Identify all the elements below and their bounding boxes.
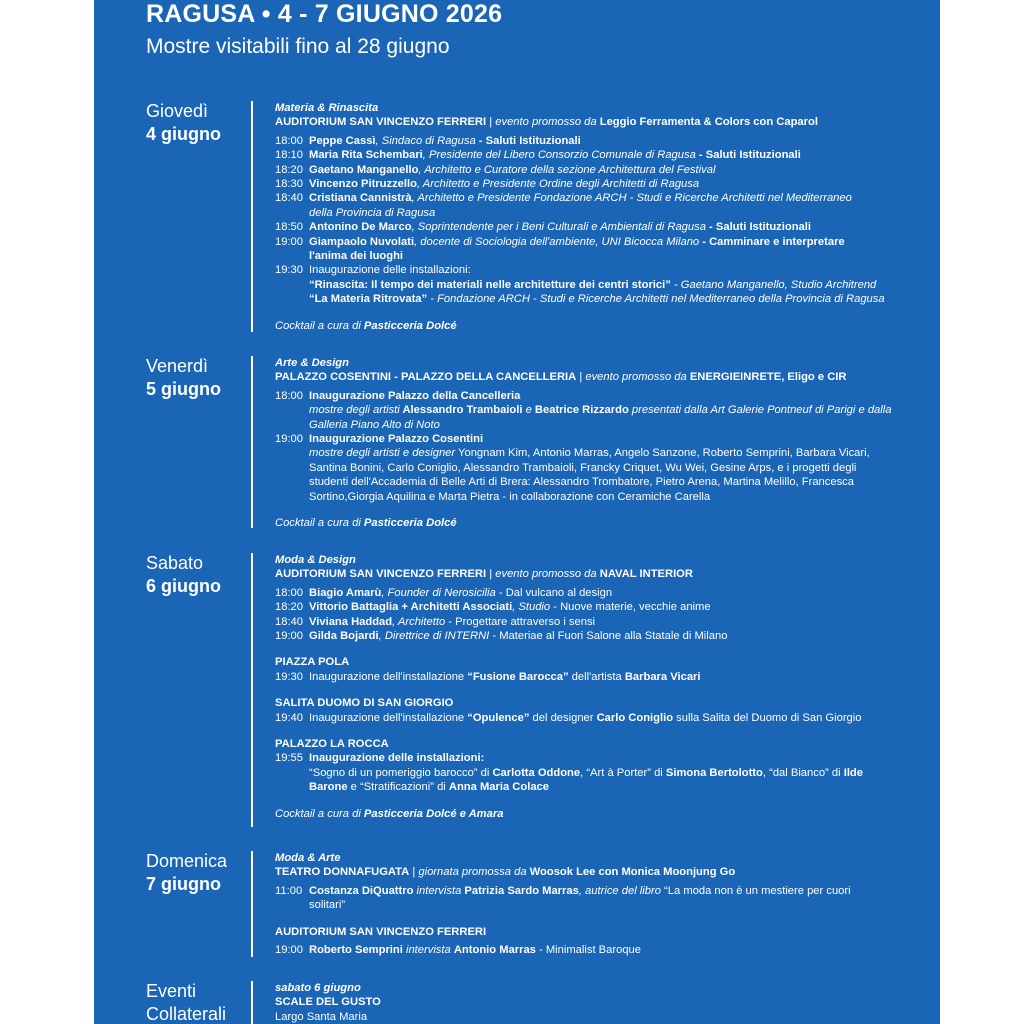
item-continuation: Sortino,Giorgia Aquilina e Marta Pietra - in collaborazione con Ceramiche Carella bbox=[309, 490, 711, 503]
item-time: 19:40 bbox=[275, 711, 303, 724]
schedule-item bbox=[275, 163, 925, 177]
schedule-item bbox=[275, 432, 925, 446]
cocktail-provider: Pasticceria Dolcé bbox=[360, 517, 457, 530]
day-date: 4 giugno bbox=[146, 124, 221, 144]
item-continuation: della Provincia di Ragusa bbox=[309, 206, 436, 219]
speaker-name: Antonio Marras bbox=[453, 944, 536, 957]
venue-name: AUDITORIUM SAN VINCENZO FERRERI bbox=[275, 568, 487, 581]
item-time: 18:00 bbox=[275, 389, 303, 402]
item-continuation: Galleria Piano Alto di Noto bbox=[309, 418, 440, 431]
text-part: Inaugurazione dell'installazione bbox=[309, 670, 468, 683]
text-part: e bbox=[522, 404, 532, 417]
item-time: 19:00 bbox=[275, 944, 303, 957]
speaker-name: Peppe Cassì bbox=[309, 134, 376, 147]
speaker-name: Gaetano Manganello bbox=[309, 163, 419, 176]
day-date: 5 giugno bbox=[146, 379, 221, 399]
speaker-role: , Architetto bbox=[392, 615, 446, 628]
item-time: 19:00 bbox=[275, 630, 303, 643]
item-time: 18:00 bbox=[275, 134, 303, 147]
item-time: 19:00 bbox=[275, 433, 303, 446]
speaker-name: Costanza DiQuattro bbox=[309, 884, 414, 897]
day-date: 7 giugno bbox=[146, 874, 221, 894]
text-part: sulla Salita del Duomo di San Giorgio bbox=[673, 711, 862, 724]
speaker-role: , Founder di Nerosicilia bbox=[381, 586, 496, 599]
installation-line bbox=[275, 278, 925, 292]
item-title: Inaugurazione Palazzo della Cancelleria bbox=[309, 389, 521, 402]
promo-sponsor: Woosok Lee con Monica Moonjung Go bbox=[526, 866, 736, 879]
item-time: 18:50 bbox=[275, 221, 303, 234]
schedule-item bbox=[275, 600, 925, 614]
text-part: Inaugurazione dell'installazione bbox=[309, 711, 468, 724]
speaker-name: Patrizia Sardo Marras bbox=[464, 884, 579, 897]
cocktail-provider: Pasticceria Dolcé bbox=[360, 319, 457, 332]
book-title: “La moda non è un mestiere per cuori bbox=[660, 884, 851, 897]
venue-name: SALITA DUOMO DI SAN GIORGIO bbox=[275, 697, 454, 710]
schedule-item bbox=[275, 263, 925, 277]
divider-line bbox=[251, 356, 253, 528]
text-part: intervista bbox=[413, 884, 465, 897]
talk-topic: - Nuove materie, vecchie anime bbox=[550, 601, 711, 614]
poster-title: RAGUSA • 4 - 7 GIUGNO 2026 bbox=[146, 0, 503, 28]
program-sunday bbox=[275, 851, 925, 957]
venue-name: SCALE DEL GUSTO bbox=[275, 996, 381, 1009]
speaker-role: , Presidente del Libero Consorzio Comunale di Ragusa bbox=[422, 149, 696, 162]
cocktail-label: Cocktail a cura di bbox=[275, 807, 361, 820]
program-thursday bbox=[275, 101, 925, 333]
speaker-role: , Soprintendente per i Beni Culturali e Ambientali di Ragusa bbox=[411, 221, 706, 234]
item-time: 18:10 bbox=[275, 149, 303, 162]
program-collateral bbox=[275, 981, 925, 1024]
speaker-name: Vittorio Battaglia + Architetti Associati bbox=[309, 601, 513, 614]
venue-line bbox=[275, 115, 925, 129]
divider-line bbox=[251, 101, 253, 332]
promo-sponsor: NAVAL INTERIOR bbox=[596, 568, 693, 581]
text-part: mostre degli artisti e designer bbox=[309, 447, 456, 460]
program-saturday bbox=[275, 553, 925, 821]
item-continuation: studenti dell'Accademia di Belle Arti di Brera: Alessandro Trombatore, Pietro Arena, Martina Melillo, Francesca bbox=[309, 476, 854, 489]
artist-name: Barbara Vicari bbox=[624, 670, 701, 683]
item-time: 19:30 bbox=[275, 670, 303, 683]
section-theme: Materia & Rinascita bbox=[275, 102, 379, 114]
venue-name: AUDITORIUM SAN VINCENZO FERRERI bbox=[275, 925, 487, 938]
promo-label: evento promosso da bbox=[585, 371, 687, 384]
text-part: “Sogno di un pomeriggio barocco” di bbox=[309, 766, 493, 779]
speaker-role: , Direttrice di INTERNI bbox=[378, 630, 490, 643]
item-time: 19:00 bbox=[275, 235, 303, 248]
artist-name: Simona Bertolotto bbox=[665, 766, 763, 779]
venue-line bbox=[275, 370, 925, 384]
speaker-name: Roberto Semprini bbox=[309, 944, 403, 957]
item-continuation: solitari” bbox=[309, 899, 346, 912]
text-part: mostre degli artisti bbox=[309, 404, 400, 417]
promo-label: evento promosso da bbox=[495, 568, 597, 581]
section-theme: Moda & Design bbox=[275, 554, 356, 566]
cocktail-label: Cocktail a cura di bbox=[275, 517, 361, 530]
item-continuation bbox=[275, 780, 925, 794]
section-theme: Moda & Arte bbox=[275, 852, 341, 864]
separator: | bbox=[576, 371, 586, 384]
divider-line bbox=[251, 981, 253, 1024]
item-title: Inaugurazione delle installazioni: bbox=[309, 752, 485, 765]
venue-line bbox=[275, 865, 925, 879]
venue-place: Largo Santa Maria bbox=[275, 1010, 368, 1023]
cocktail-label: Cocktail a cura di bbox=[275, 319, 361, 332]
installation-author: - Fondazione ARCH - Studi e Ricerche Architetti nel Mediterraneo della Provincia di Ragusa bbox=[427, 293, 885, 306]
item-time: 19:55 bbox=[275, 752, 303, 765]
speaker-name: Gilda Bojardi bbox=[309, 630, 379, 643]
schedule-item bbox=[275, 711, 925, 725]
text-part: intervista bbox=[402, 944, 454, 957]
schedule-item bbox=[275, 629, 925, 643]
speaker-name: Cristiana Cannistrà bbox=[309, 192, 412, 205]
schedule-item bbox=[275, 235, 925, 249]
program-poster bbox=[94, 0, 940, 1024]
installation-title: “Fusione Barocca” bbox=[467, 670, 569, 683]
schedule-item bbox=[275, 615, 925, 629]
promo-label: evento promosso da bbox=[495, 116, 597, 129]
artist-name: Ilde bbox=[843, 766, 863, 779]
day-label-friday bbox=[146, 355, 256, 401]
event-date: sabato 6 giugno bbox=[275, 982, 361, 994]
schedule-item bbox=[275, 389, 925, 403]
program-friday bbox=[275, 356, 925, 530]
installation-title: “Opulence” bbox=[467, 711, 530, 724]
talk-topic: - Saluti Istituzionali bbox=[705, 221, 811, 234]
weekday: Venerdì bbox=[146, 356, 209, 376]
cocktail-credit bbox=[275, 319, 925, 333]
day-date: Collaterali bbox=[146, 1004, 227, 1024]
item-continuation: Santina Bonini, Carlo Coniglio, Alessandro Trambaioli, Francky Criquet, Wu Wei, Gesine Arps, e i progetti degli bbox=[309, 461, 857, 474]
speaker-role: , Architetto e Curatore della sezione Architettura del Festival bbox=[418, 163, 716, 176]
speaker-name: Biagio Amarù bbox=[309, 586, 382, 599]
divider-line bbox=[251, 851, 253, 957]
text-part: , “dal Bianco” di bbox=[762, 766, 844, 779]
day-date: 6 giugno bbox=[146, 576, 221, 596]
item-time: 18:20 bbox=[275, 163, 303, 176]
speaker-name: Viviana Haddad bbox=[309, 615, 393, 628]
schedule-item bbox=[275, 884, 925, 898]
cocktail-credit bbox=[275, 807, 925, 821]
talk-topic: - Progettare attraverso i sensi bbox=[445, 615, 596, 628]
schedule-item bbox=[275, 670, 925, 684]
item-continuation bbox=[275, 446, 925, 460]
item-time: 18:40 bbox=[275, 192, 303, 205]
speaker-role: , Architetto e Presidente Fondazione ARCH - Studi e Ricerche Architetti nel Mediterraneo bbox=[411, 192, 852, 205]
artist-name: Alessandro Trambaioli bbox=[399, 404, 523, 417]
weekday: Eventi bbox=[146, 981, 197, 1001]
day-label-thursday bbox=[146, 100, 256, 146]
item-continuation bbox=[275, 766, 925, 780]
schedule-item bbox=[275, 177, 925, 191]
venue-name: PIAZZA POLA bbox=[275, 656, 350, 669]
day-label-collateral bbox=[146, 980, 256, 1024]
weekday: Domenica bbox=[146, 851, 228, 871]
poster-subtitle: Mostre visitabili fino al 28 giugno bbox=[146, 35, 450, 58]
text-part: e “Stratificazioni” di bbox=[347, 781, 449, 794]
venue-name: TEATRO DONNAFUGATA bbox=[275, 866, 410, 879]
text-part: presentati dalla Art Galerie Pontneuf di Parigi e dalla bbox=[628, 404, 892, 417]
separator: | bbox=[409, 866, 419, 879]
item-time: 18:20 bbox=[275, 601, 303, 614]
speaker-name: Maria Rita Schembari bbox=[309, 149, 423, 162]
text-part: dell'artista bbox=[568, 670, 625, 683]
schedule-item bbox=[275, 191, 925, 205]
promo-sponsor: ENERGIEINRETE, Eligo e CIR bbox=[686, 371, 847, 384]
speaker-name: Vincenzo Pitruzzello bbox=[309, 178, 417, 191]
item-continuation bbox=[275, 403, 925, 417]
item-time: 11:00 bbox=[275, 884, 303, 897]
artist-name: Carlotta Oddone bbox=[492, 766, 581, 779]
talk-topic: - Saluti Istituzionali bbox=[475, 134, 581, 147]
installation-author: - Gaetano Manganello, Studio Architrend bbox=[670, 278, 877, 291]
day-label-sunday bbox=[146, 850, 256, 896]
speaker-role: , docente di Sociologia dell'ambiente, UNI Bicocca Milano bbox=[414, 235, 700, 248]
talk-topic: - Camminare e interpretare bbox=[699, 235, 845, 248]
item-time: 18:30 bbox=[275, 178, 303, 191]
text-part: , “Art à Porter” di bbox=[580, 766, 666, 779]
item-title: Inaugurazione Palazzo Cosentini bbox=[309, 433, 484, 446]
divider-line bbox=[251, 553, 253, 827]
talk-topic: - Dal vulcano al design bbox=[495, 586, 613, 599]
separator: | bbox=[486, 568, 496, 581]
talk-topic: - Minimalist Baroque bbox=[535, 944, 641, 957]
talk-topic: - Materiae al Fuori Salone alla Statale di Milano bbox=[489, 630, 728, 643]
schedule-item bbox=[275, 220, 925, 234]
schedule-item bbox=[275, 943, 925, 957]
artist-name: Anna Maria Colace bbox=[448, 781, 549, 794]
text-part: , autrice del libro bbox=[578, 884, 661, 897]
promo-label: giornata promossa da bbox=[418, 866, 527, 879]
schedule-item bbox=[275, 586, 925, 600]
promo-sponsor: Leggio Ferramenta & Colors con Caparol bbox=[596, 116, 818, 129]
schedule-item bbox=[275, 148, 925, 162]
installation-title: “Rinascita: Il tempo dei materiali nelle architetture dei centri storici” bbox=[309, 278, 671, 291]
item-continuation: l'anima dei luoghi bbox=[309, 250, 404, 263]
artist-list: Yongnam Kim, Antonio Marras, Angelo Sanzone, Roberto Semprini, Barbara Vicari, bbox=[455, 447, 870, 460]
speaker-role: , Architetto e Presidente Ordine degli Architetti di Ragusa bbox=[416, 178, 700, 191]
item-time: 18:00 bbox=[275, 586, 303, 599]
schedule-item bbox=[275, 134, 925, 148]
weekday: Sabato bbox=[146, 553, 204, 573]
item-time: 18:40 bbox=[275, 615, 303, 628]
weekday: Giovedì bbox=[146, 101, 209, 121]
speaker-role: , Sindaco di Ragusa bbox=[375, 134, 476, 147]
installation-title: “La Materia Ritrovata” bbox=[309, 293, 428, 306]
speaker-name: Giampaolo Nuvolati bbox=[309, 235, 415, 248]
item-text: Inaugurazione delle installazioni: bbox=[309, 264, 471, 277]
speaker-role: , Studio bbox=[512, 601, 551, 614]
artist-name: Barone bbox=[309, 781, 348, 794]
schedule-item bbox=[275, 751, 925, 765]
venue-name: AUDITORIUM SAN VINCENZO FERRERI bbox=[275, 116, 487, 129]
cocktail-provider: Pasticceria Dolcé e Amara bbox=[360, 807, 504, 820]
venue-line bbox=[275, 567, 925, 581]
item-time: 19:30 bbox=[275, 264, 303, 277]
speaker-name: Antonino De Marco bbox=[309, 221, 412, 234]
artist-name: Carlo Coniglio bbox=[596, 711, 674, 724]
artist-name: Beatrice Rizzardo bbox=[531, 404, 629, 417]
section-theme: Arte & Design bbox=[275, 357, 349, 369]
text-part: del designer bbox=[529, 711, 597, 724]
installation-line bbox=[275, 292, 925, 306]
separator: | bbox=[486, 116, 496, 129]
venue-name: PALAZZO LA ROCCA bbox=[275, 738, 389, 751]
cocktail-credit bbox=[275, 516, 925, 530]
talk-topic: - Saluti Istituzionali bbox=[695, 149, 801, 162]
day-label-saturday bbox=[146, 552, 256, 598]
venue-name: PALAZZO COSENTINI - PALAZZO DELLA CANCELLERIA bbox=[275, 371, 577, 384]
